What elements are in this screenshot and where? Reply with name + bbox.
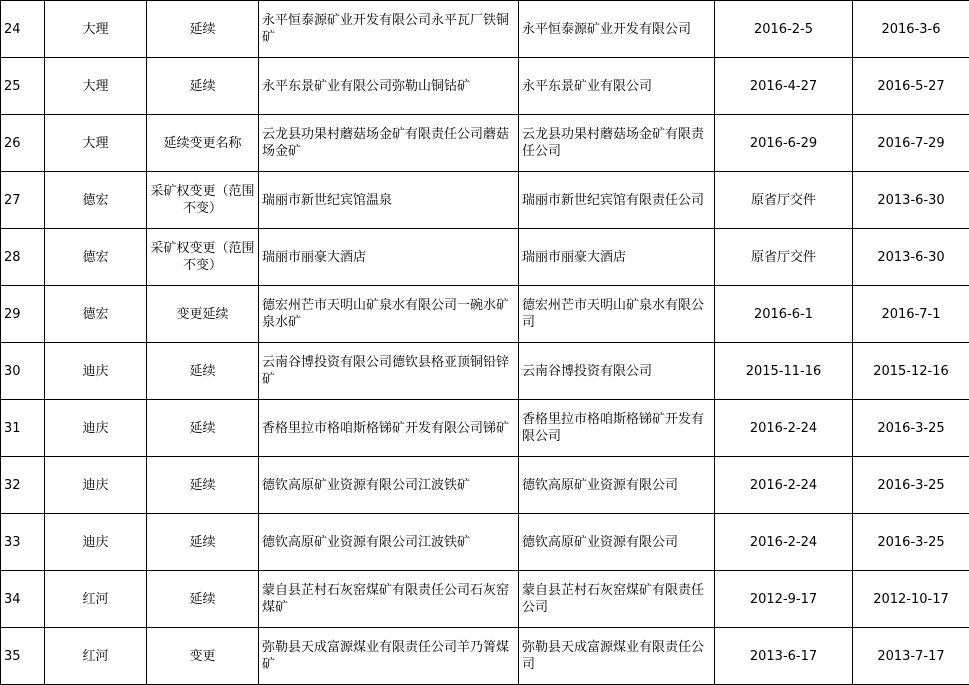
table-row — [1, 1, 969, 58]
deadline-date-cell: 2013-6-30 — [853, 172, 969, 229]
application-type-cell: 变更延续 — [147, 286, 259, 343]
city-cell: 迪庆 — [45, 400, 147, 457]
table-row — [1, 400, 969, 457]
deadline-date-cell: 2016-3-25 — [853, 514, 969, 571]
city-cell: 大理 — [45, 115, 147, 172]
city-cell: 德宏 — [45, 172, 147, 229]
rights-holder-cell: 德钦高原矿业资源有限公司 — [519, 457, 715, 514]
mine-name-cell: 瑞丽市丽豪大酒店 — [259, 229, 519, 286]
table-row — [1, 58, 969, 115]
deadline-date-cell: 2015-12-16 — [853, 343, 969, 400]
city-cell: 迪庆 — [45, 514, 147, 571]
accept-date-cell: 原省厅交件 — [715, 172, 853, 229]
city-cell: 德宏 — [45, 229, 147, 286]
accept-date-cell: 2016-6-29 — [715, 115, 853, 172]
rights-holder-cell: 云龙县功果村蘑菇场金矿有限责任公司 — [519, 115, 715, 172]
mine-name-cell: 弥勒县天成富源煤业有限责任公司羊乃箐煤矿 — [259, 628, 519, 685]
application-type-cell: 变更 — [147, 628, 259, 685]
table-row — [1, 229, 969, 286]
application-type-cell: 延续 — [147, 571, 259, 628]
rights-holder-cell: 德宏州芒市天明山矿泉水有限公司 — [519, 286, 715, 343]
mine-name-cell: 云南谷博投资有限公司德钦县格亚顶铜铅锌矿 — [259, 343, 519, 400]
application-type-cell: 采矿权变更（范围不变） — [147, 172, 259, 229]
rights-holder-cell: 瑞丽市丽豪大酒店 — [519, 229, 715, 286]
deadline-date-cell: 2013-6-30 — [853, 229, 969, 286]
mine-name-cell: 德钦高原矿业资源有限公司江波铁矿 — [259, 514, 519, 571]
application-type-cell: 延续 — [147, 58, 259, 115]
rights-holder-cell: 蒙自县芷村石灰窑煤矿有限责任公司 — [519, 571, 715, 628]
row-number: 24 — [1, 1, 45, 58]
table-body — [1, 1, 969, 685]
application-type-cell: 延续 — [147, 343, 259, 400]
deadline-date-cell: 2016-3-6 — [853, 1, 969, 58]
rights-holder-cell: 永平东景矿业有限公司 — [519, 58, 715, 115]
mine-name-cell: 德宏州芒市天明山矿泉水有限公司一碗水矿泉水矿 — [259, 286, 519, 343]
table-row — [1, 571, 969, 628]
deadline-date-cell: 2016-3-25 — [853, 400, 969, 457]
mine-name-cell: 香格里拉市格咱斯格锑矿开发有限公司锑矿 — [259, 400, 519, 457]
city-cell: 红河 — [45, 571, 147, 628]
application-type-cell: 延续 — [147, 514, 259, 571]
table-row — [1, 172, 969, 229]
deadline-date-cell: 2016-3-25 — [853, 457, 969, 514]
mine-name-cell: 蒙自县芷村石灰窑煤矿有限责任公司石灰窑煤矿 — [259, 571, 519, 628]
application-type-cell: 延续变更名称 — [147, 115, 259, 172]
table-row — [1, 457, 969, 514]
row-number: 32 — [1, 457, 45, 514]
table-row — [1, 343, 969, 400]
rights-holder-cell: 德钦高原矿业资源有限公司 — [519, 514, 715, 571]
application-type-cell: 延续 — [147, 400, 259, 457]
mine-name-cell: 永平恒泰源矿业开发有限公司永平瓦厂铁铜矿 — [259, 1, 519, 58]
rights-holder-cell: 瑞丽市新世纪宾馆有限责任公司 — [519, 172, 715, 229]
rights-holder-cell: 弥勒县天成富源煤业有限责任公司 — [519, 628, 715, 685]
deadline-date-cell: 2016-5-27 — [853, 58, 969, 115]
row-number: 29 — [1, 286, 45, 343]
application-type-cell: 延续 — [147, 457, 259, 514]
table-row — [1, 286, 969, 343]
row-number: 25 — [1, 58, 45, 115]
city-cell: 迪庆 — [45, 457, 147, 514]
mine-name-cell: 云龙县功果村蘑菇场金矿有限责任公司蘑菇场金矿 — [259, 115, 519, 172]
accept-date-cell: 2016-2-24 — [715, 514, 853, 571]
table-row — [1, 628, 969, 685]
row-number: 27 — [1, 172, 45, 229]
city-cell: 红河 — [45, 628, 147, 685]
accept-date-cell: 2016-6-1 — [715, 286, 853, 343]
city-cell: 大理 — [45, 1, 147, 58]
city-cell: 德宏 — [45, 286, 147, 343]
accept-date-cell: 2016-2-5 — [715, 1, 853, 58]
mine-name-cell: 德钦高原矿业资源有限公司江波铁矿 — [259, 457, 519, 514]
rights-holder-cell: 香格里拉市格咱斯格锑矿开发有限公司 — [519, 400, 715, 457]
accept-date-cell: 原省厅交件 — [715, 229, 853, 286]
city-cell: 大理 — [45, 58, 147, 115]
deadline-date-cell: 2012-10-17 — [853, 571, 969, 628]
rights-holder-cell: 永平恒泰源矿业开发有限公司 — [519, 1, 715, 58]
row-number: 28 — [1, 229, 45, 286]
deadline-date-cell: 2016-7-29 — [853, 115, 969, 172]
accept-date-cell: 2016-4-27 — [715, 58, 853, 115]
row-number: 31 — [1, 400, 45, 457]
accept-date-cell: 2016-2-24 — [715, 457, 853, 514]
accept-date-cell: 2012-9-17 — [715, 571, 853, 628]
row-number: 35 — [1, 628, 45, 685]
accept-date-cell: 2013-6-17 — [715, 628, 853, 685]
accept-date-cell: 2015-11-16 — [715, 343, 853, 400]
table-row — [1, 514, 969, 571]
row-number: 33 — [1, 514, 45, 571]
application-type-cell: 延续 — [147, 1, 259, 58]
mine-name-cell: 永平东景矿业有限公司弥勒山铜钴矿 — [259, 58, 519, 115]
row-number: 30 — [1, 343, 45, 400]
city-cell: 迪庆 — [45, 343, 147, 400]
deadline-date-cell: 2016-7-1 — [853, 286, 969, 343]
accept-date-cell: 2016-2-24 — [715, 400, 853, 457]
row-number: 34 — [1, 571, 45, 628]
table-row — [1, 115, 969, 172]
application-type-cell: 采矿权变更（范围不变） — [147, 229, 259, 286]
deadline-date-cell: 2013-7-17 — [853, 628, 969, 685]
row-number: 26 — [1, 115, 45, 172]
rights-holder-cell: 云南谷博投资有限公司 — [519, 343, 715, 400]
mine-name-cell: 瑞丽市新世纪宾馆温泉 — [259, 172, 519, 229]
